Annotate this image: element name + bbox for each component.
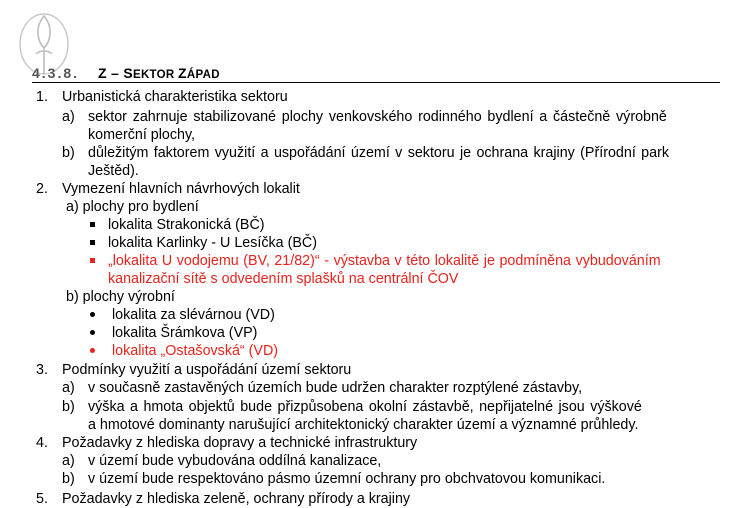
list-item-heading: Podmínky využití a uspořádání území sektoru — [62, 362, 352, 378]
section-heading — [32, 62, 720, 83]
list-item: lokalita Šrámkova (VP) — [112, 325, 258, 341]
sub-item-text: výška a hmota objektů bude přizpůsobena okolní zástavbě, nepřijatelné jsou výškové — [88, 399, 642, 415]
list-item: lokalita za slévárnou (VD) — [112, 307, 275, 323]
list-item-number: 5. — [36, 491, 48, 507]
sub-item-text: v území bude respektováno pásmo územní ochrany pro obchvatovou komunikaci. — [88, 471, 606, 487]
sub-item-letter: b) — [62, 471, 75, 487]
sub-item-text: sektor zahrnuje stabilizované plochy venkovského rodinného bydlení a částečně výrobně — [88, 109, 667, 125]
section-number: 4.3.8. — [32, 65, 80, 81]
sub-item-letter: b) — [62, 145, 75, 161]
list-item-number: 4. — [36, 435, 48, 451]
bullet-dot-icon — [90, 348, 95, 353]
list-item-heading: Vymezení hlavních návrhových lokalit — [62, 181, 300, 197]
sub-item-text: a hmotové dominanty narušující architektonický charakter území a významné průhledy. — [88, 417, 639, 433]
sub-item-letter: b) — [62, 399, 75, 415]
list-item: lokalita Karlinky - U Lesíčka (BČ) — [108, 235, 317, 251]
sub-item-text: komerční plochy, — [88, 127, 196, 143]
bullet-square-icon — [90, 258, 95, 263]
bullet-square-icon — [90, 240, 95, 245]
sub-item-letter: a) — [62, 380, 75, 396]
list-item-number: 3. — [36, 362, 48, 378]
list-item: lokalita Strakonická (BČ) — [108, 217, 265, 233]
sub-item-letter: a) — [62, 453, 75, 469]
sub-item-text: a) plochy pro bydlení — [66, 199, 199, 215]
bullet-dot-icon — [90, 312, 95, 317]
bullet-square-icon — [90, 222, 95, 227]
list-item-highlighted: „lokalita U vodojemu (BV, 21/82)“ - výstavba v této lokalitě je podmíněna vybudováním — [108, 253, 661, 269]
list-item-highlighted: kanalizační sítě s odvedením splašků na centrální ČOV — [108, 271, 459, 287]
section-title: Z – SEKTOR ZÁPAD — [98, 65, 220, 81]
list-item-heading: Požadavky z hlediska zeleně, ochrany přírody a krajiny — [62, 491, 411, 507]
sub-item-text: důležitým faktorem využití a uspořádání území v sektoru je ochrana krajiny (Přírodní park — [88, 145, 669, 161]
sub-item-text: Ještěd). — [88, 163, 139, 179]
list-item-highlighted: lokalita „Ostašovská“ (VD) — [112, 343, 279, 359]
sub-item-text: v území bude vybudována oddílná kanalizace, — [88, 453, 382, 469]
sub-item-text: v současně zastavěných územích bude udržen charakter rozptýlené zástavby, — [88, 380, 583, 396]
list-item-number: 1. — [36, 89, 48, 105]
sub-item-letter: a) — [62, 109, 75, 125]
sub-item-text: b) plochy výrobní — [66, 289, 175, 305]
list-item-heading: Požadavky z hlediska dopravy a technické infrastruktury — [62, 435, 418, 451]
bullet-dot-icon — [90, 330, 95, 335]
list-item-number: 2. — [36, 181, 48, 197]
list-item-heading: Urbanistická charakteristika sektoru — [62, 89, 288, 105]
